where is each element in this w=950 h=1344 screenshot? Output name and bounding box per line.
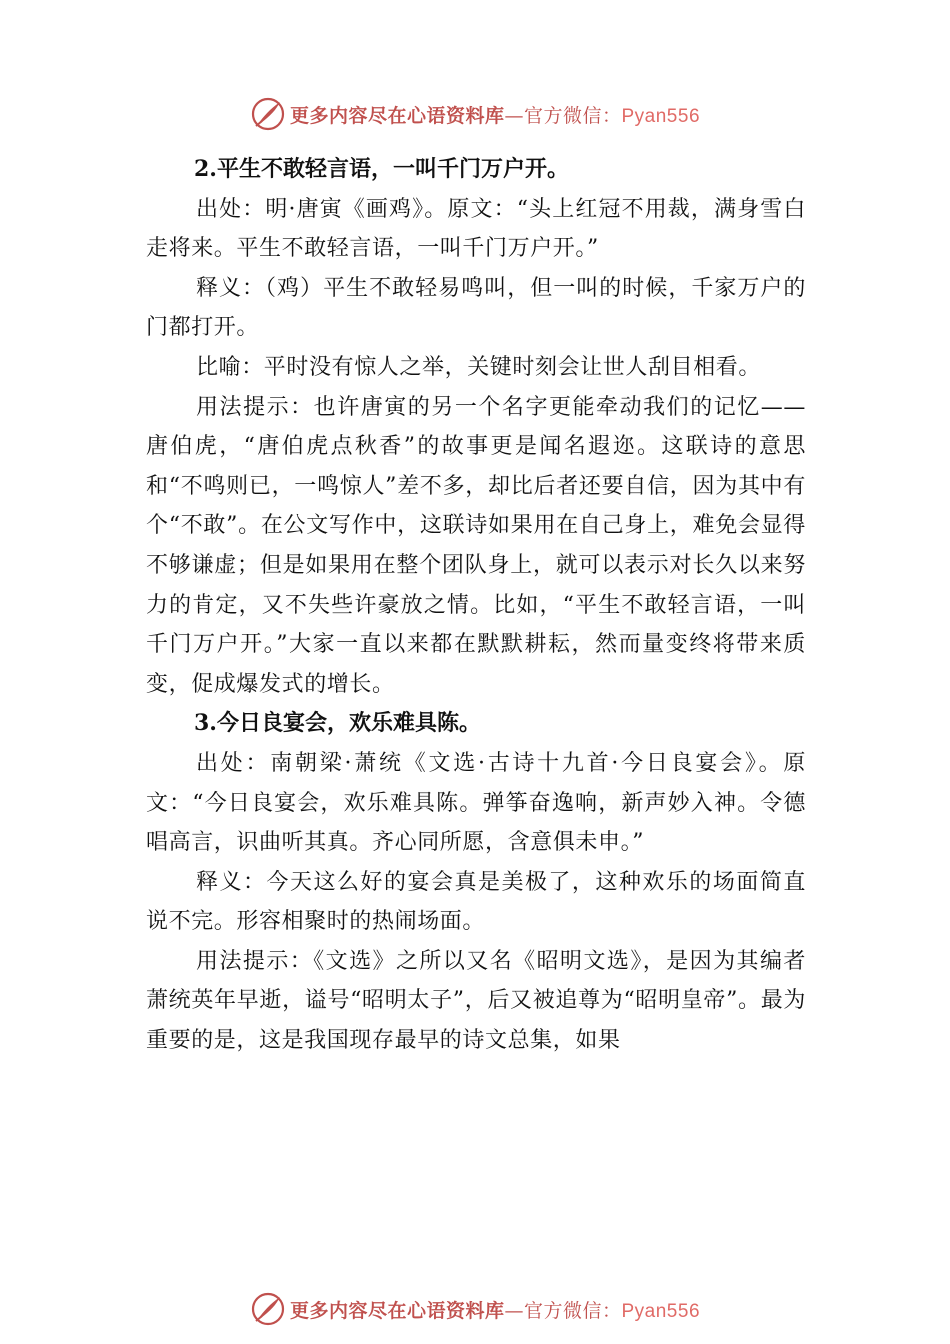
paragraph-metaphor: 比喻：平时没有惊人之举，关键时刻会让世人刮目相看。 [196, 354, 762, 380]
banner-wechat-id: Pyan556 [621, 1300, 701, 1322]
document-body [146, 150, 806, 1061]
section-heading: 2.平生不敢轻言语，一叫千门万户开。 [194, 156, 569, 182]
section-heading: 3.今日良宴会，欢乐难具陈。 [194, 710, 481, 737]
banner-text [290, 1296, 700, 1323]
banner-text [290, 101, 700, 128]
paragraph-usage: 用法提示：也许唐寅的另一个名字更能牵动我们的记忆——唐伯虎，“唐伯虎点秋香”的故事更是闻名遐迩。这联诗的意思和“不鸣则已，一鸣惊人”差不多，却比后者还要自信，因为其中有个“不敢”。在公文写作中，这联诗如果用在自己身上，难免会显得不够谦虚；但是如果用在整个团队身上，就可以表示对长久以来努力的肯定，又不失些许豪放之情。比如，“平生不敢轻言语，一叫千门万户开。”大家一直以来都在默默耕耘，然而量变终将带来质变，促成爆发式的增长。 [146, 394, 806, 697]
paragraph-usage: 用法提示：《文选》之所以又名《昭明文选》，是因为其编者萧统英年早逝，谥号“昭明太子”，后又被追尊为“昭明皇帝”。最为重要的是，这是我国现存最早的诗文总集，如果 [146, 948, 806, 1054]
paragraph-meaning: 释义：今天这么好的宴会真是美极了，这种欢乐的场面简直说不完。形容相聚时的热闹场面。 [146, 869, 806, 935]
header-banner [0, 94, 950, 134]
paragraph-source: 出处：明·唐寅《画鸡》。原文：“头上红冠不用裁，满身雪白走将来。平生不敢轻言语，一叫千门万户开。” [146, 196, 806, 262]
paragraph-source: 出处：南朝梁·萧统《文选·古诗十九首·今日良宴会》。原文：“今日良宴会，欢乐难具陈。弹筝奋逸响，新声妙入神。令德唱高言，识曲听其真。齐心同所愿，含意俱未申。” [146, 750, 806, 856]
quill-seal-icon [250, 1291, 286, 1327]
banner-lead: 更多内容尽在心语资料库 [289, 1299, 505, 1322]
paragraph-meaning: 释义：（鸡）平生不敢轻易鸣叫，但一叫的时候，千家万户的门都打开。 [146, 275, 806, 341]
banner-dash: — [504, 1299, 524, 1322]
banner-wechat-label: 官方微信： [523, 1299, 622, 1322]
banner-dash: — [504, 104, 524, 127]
banner-wechat-id: Pyan556 [621, 105, 701, 127]
banner-lead: 更多内容尽在心语资料库 [289, 104, 505, 127]
quill-seal-icon [250, 96, 286, 132]
banner-wechat-label: 官方微信： [523, 104, 622, 127]
footer-banner [0, 1289, 950, 1329]
